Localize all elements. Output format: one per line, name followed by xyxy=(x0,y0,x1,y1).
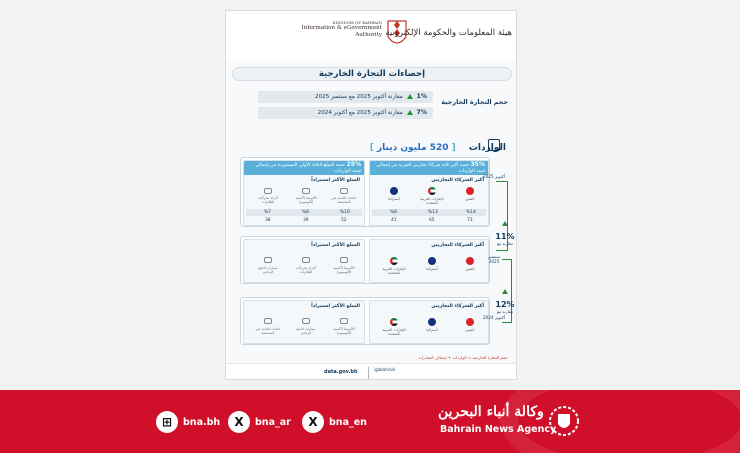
comparison-pct: 11% xyxy=(495,232,515,241)
website-link-bna[interactable] xyxy=(156,410,220,434)
trade-comparison-text: مقارنة أكتوبر 2025 مع أكتوبر 2024 xyxy=(317,110,403,116)
australia-flag-icon xyxy=(428,318,436,326)
good-name: الألومينا (أكسيد الألومنيوم) xyxy=(333,327,355,335)
partners-share-text: حصة أكبر ثلاثة شركاء تجاريين للتوريد من إجمالي قيمة الواردات xyxy=(376,163,485,174)
good-pct: %7 xyxy=(264,210,271,215)
up-arrow-icon xyxy=(502,221,508,226)
authority-name-ar: هيئة المعلومات والحكومة الإلكترونية xyxy=(385,28,512,38)
x-logo-icon: X xyxy=(228,411,250,433)
china-flag-icon xyxy=(466,318,474,326)
trade-comparison-pct: 7% xyxy=(416,109,427,116)
good-name: سيارات الدفع الرباعي xyxy=(258,266,278,274)
agency-name-ar: وكالة أنباء البحرين xyxy=(438,404,544,420)
partner-name: الإمارات العربية المتحدة xyxy=(382,328,406,336)
iron-ore-icon xyxy=(340,188,348,194)
australia-flag-icon xyxy=(428,257,436,265)
website-link[interactable]: data.gov.bh xyxy=(324,369,358,375)
authority-header xyxy=(226,11,516,61)
partners-block xyxy=(369,300,489,344)
good-name: خامات الحديد غير المحمصة xyxy=(331,196,357,204)
imports-value: [ 520 مليون دينار ] xyxy=(369,143,456,153)
box-icon xyxy=(488,139,500,151)
engine-parts-icon xyxy=(264,188,272,194)
good-value: 52 xyxy=(341,218,347,223)
uae-flag-icon xyxy=(390,257,398,265)
x-logo-icon: X xyxy=(302,411,324,433)
goods-share-text: حصة السلع الثلاثة الأولى المستوردة من إجمالي قيمة الواردات xyxy=(255,163,361,174)
up-arrow-icon xyxy=(407,110,413,115)
alumina-icon xyxy=(302,188,310,194)
period-label: أكتوبر 2025 xyxy=(482,174,506,179)
partners-title: أكبر الشركاء التجاريين xyxy=(431,304,484,309)
partner-name: أستراليا xyxy=(426,328,438,332)
globe-icon: ⊞ xyxy=(156,411,178,433)
suv-icon xyxy=(264,257,272,263)
divider xyxy=(368,367,369,379)
kingdom-label: KINGDOM OF BAHRAIN xyxy=(332,21,382,25)
up-arrow-icon xyxy=(407,94,413,99)
trade-comparison-pct: 1% xyxy=(416,93,427,100)
partner-pct: %8 xyxy=(390,210,397,215)
alumina-icon xyxy=(340,257,348,263)
partners-title: أكبر الشركاء التجاريين xyxy=(431,243,484,248)
up-arrow-icon xyxy=(502,289,508,294)
decorative-swirl xyxy=(500,390,740,453)
infographic-card xyxy=(225,10,517,380)
link-label: bna_ar xyxy=(255,416,291,428)
australia-flag-icon xyxy=(390,187,398,195)
imports-value-text: 520 مليون دينار xyxy=(376,143,449,153)
engine-parts-icon xyxy=(302,257,310,263)
china-flag-icon xyxy=(466,257,474,265)
authority-line-2: Authority xyxy=(355,32,382,38)
partner-name: أستراليا xyxy=(388,197,400,201)
partner-name: الصين xyxy=(465,197,475,201)
good-name: أجزاء محركات الطائرات xyxy=(257,196,279,204)
goods-block xyxy=(243,239,365,283)
page-title: إحصاءات التجارة الخارجية xyxy=(232,67,512,81)
partner-pct: %14 xyxy=(466,210,476,215)
alumina-icon xyxy=(340,318,348,324)
social-link-en[interactable] xyxy=(302,410,367,434)
panel-oct-2024 xyxy=(240,297,490,345)
period-label: سبتمبر 2025 xyxy=(487,254,501,264)
comparison-sep xyxy=(492,213,517,246)
good-name: أجزاء محركات الطائرات xyxy=(295,266,317,274)
goods-title: السلع الأكثر استيراداً xyxy=(311,304,360,309)
good-pct: %8 xyxy=(302,210,309,215)
goods-title: السلع الأكثر استيراداً xyxy=(311,243,360,248)
good-value: 39 xyxy=(303,218,309,223)
authority-line-1: Information & eGovernment xyxy=(301,25,382,31)
good-name: سيارات الدفع الرباعي xyxy=(296,327,316,335)
partner-name: الإمارات العربية المتحدة xyxy=(420,197,444,205)
trade-volume-section xyxy=(240,87,512,127)
partner-value: 41 xyxy=(391,218,397,223)
link-label: bna_en xyxy=(329,416,367,428)
period-label: أكتوبر 2024 xyxy=(482,315,506,320)
agency-name-en: Bahrain News Agency xyxy=(440,424,557,435)
card-footer xyxy=(226,363,516,380)
social-link-ar[interactable] xyxy=(228,410,291,434)
suv-icon xyxy=(302,318,310,324)
goods-share-pct: 25% xyxy=(346,161,361,168)
trade-comparison-text: مقارنة أكتوبر 2025 مع سبتمبر 2025 xyxy=(315,94,403,100)
partners-title: أكبر الشركاء التجاريين xyxy=(431,178,484,183)
partner-pct: %13 xyxy=(428,210,438,215)
good-pct: %10 xyxy=(340,210,350,215)
good-name: الألومينا (أكسيد الألومنيوم) xyxy=(295,196,317,204)
trade-comparison-row xyxy=(258,107,433,119)
imports-label: الواردات xyxy=(468,143,506,153)
iron-ore-icon xyxy=(264,318,272,324)
social-handle[interactable]: igabahrain xyxy=(374,367,396,372)
comparison-oct xyxy=(492,281,517,314)
trade-volume-label: حجم التجارة الخارجية xyxy=(441,98,508,106)
bna-logo-icon xyxy=(548,404,580,438)
comparison-pct: 12% xyxy=(495,300,515,309)
partner-name: أستراليا xyxy=(426,267,438,271)
good-name: الألومينا (أكسيد الألومنيوم) xyxy=(333,266,355,274)
good-value: 38 xyxy=(265,218,271,223)
footnote: حجم التجارة الخارجية = الواردات + إجمالي الصادرات xyxy=(418,355,508,360)
partners-share-banner xyxy=(370,161,488,175)
trade-comparison-row xyxy=(258,91,433,103)
partner-name: الإمارات العربية المتحدة xyxy=(382,267,406,275)
goods-block xyxy=(243,300,365,344)
link-label: bna.bh xyxy=(183,416,221,428)
partner-name: الصين xyxy=(465,328,475,332)
uae-flag-icon xyxy=(390,318,398,326)
goods-block xyxy=(243,160,365,226)
partner-name: الصين xyxy=(465,267,475,271)
uae-flag-icon xyxy=(428,187,436,195)
partner-value: 65 xyxy=(429,218,435,223)
china-flag-icon xyxy=(466,187,474,195)
partners-block xyxy=(369,239,489,283)
goods-title: السلع الأكثر استيراداً xyxy=(311,178,360,183)
panel-sep-2025 xyxy=(240,236,490,284)
good-name: خامات الحديد غير المحمصة xyxy=(255,327,281,335)
goods-share-banner xyxy=(244,161,364,175)
partner-value: 73 xyxy=(467,218,473,223)
panel-oct-2025 xyxy=(240,157,490,227)
authority-name-en xyxy=(286,21,382,39)
partners-block xyxy=(369,160,489,226)
bna-banner xyxy=(0,390,740,453)
comparison-label: مقارنة مع xyxy=(496,241,514,246)
imports-heading xyxy=(266,135,506,151)
partners-share-pct: 35% xyxy=(470,161,485,168)
comparison-label: مقارنة مع xyxy=(496,309,514,314)
